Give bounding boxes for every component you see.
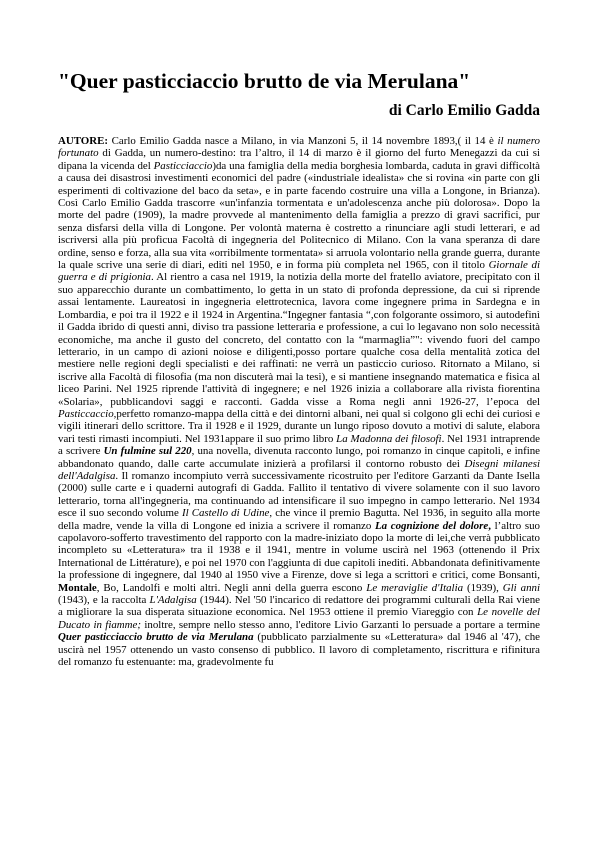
text-run: di Gadda, un numero-destino: tra l’altro, il 14 di marzo è il giorno del furto Menegazzi da cui si dipana la vicenda del — [58, 147, 540, 172]
text-run: (1944). Nel '50 l'incarico di redattore dei programmi culturali della Rai viene a migliorare la sua disperata situazione economica. Nel 1953 ottiene il premio Viareggio con — [58, 594, 540, 619]
bold-text-run: Montale — [58, 581, 97, 594]
biography-paragraph — [58, 135, 540, 668]
text-run: inoltre, sempre nello stesso anno, l'editore Livio Garzanti lo persuade a portare a termine — [141, 618, 540, 631]
bold-italic-text-run: Quer pasticciaccio brutto de via Merulana — [58, 631, 254, 644]
italic-text-run: Le meraviglie d'Italia — [366, 581, 464, 594]
italic-text-run: Disegni milanesi dell'Adalgisa — [58, 457, 540, 482]
bold-italic-text-run: Un fulmine sul 220 — [103, 445, 192, 458]
text-run: , una novella, divenuta racconto lungo, poi romanzo in cinque capitoli, e infine abbandonato quando, dalle carte accumulate inizierà a profilarsi il contorno robusto dei — [58, 445, 541, 470]
text-run: l’altro suo capolavoro-sofferto travestimento del rapporto con la madre-iniziato dopo la morte di lei,che verrà pubblicato incompleto su «Letteratura» tra il 1938 e il 1941, mentre in volume uscirà nel 1963 (ottenendo il Prix International de Littérature), e poi nel 1970 con l'aggiunta di due capitoli inediti. Abbandonata definitivamente la professione di ingegnere, dal 1940 al 1950 vive a Firenze, dove si lega a scrittori e critici, come Bonsanti, — [58, 519, 540, 582]
text-run: )da una famiglia della media borghesia lombarda, caduta in gravi difficoltà a causa dei disastrosi investimenti economici del padre («industriale idealista» che si rovina «in parte con gli esperimenti di coltivazione del baco da seta», e in parte facendo costruire una villa a Longone, in Brianza). Così Carlo Emilio Gadda trascorre «un'infanzia tormentata e un'adolescenza anche più dolorosa». Dopo la morte del padre (1909), la madre provvede al mantenimento della famiglia a prezzo di gravi sacrifici, pur senza disfarsi della villa di Longone. Per volontà materna è costretto a rinunciare agli studi letterari, e ad iscriversi alla più proficua Facoltà di ingegneria del Politecnico di Milano. Con la vana speranza di dare ordine, senso e forza, alla sua vita «orribilmente tormentata» si arruola volontario nella grande guerra, durante la quale scrive una serie di diari, editi nel 1950, e in forma più completa nel 1965, con il titolo — [58, 159, 540, 272]
italic-text-run: il numero fortunato — [58, 135, 540, 160]
italic-text-run: Il Castello di Udine — [181, 507, 270, 520]
document-title: "Quer pasticciaccio brutto de via Merulana" — [58, 69, 471, 93]
text-run: , che vince il premio Bagutta. Nel 1936, in seguito alla morte della madre, vende la villa di Longone ed inizia a scrivere il romanzo — [58, 507, 540, 532]
author-byline: di Carlo Emilio Gadda — [388, 102, 540, 119]
bold-text-run: AUTORE: — [58, 135, 109, 147]
text-run: (1943), e la raccolta — [58, 594, 150, 607]
text-run: . Al rientro a casa nel 1919, la notizia della morte del fratello aviatore, precipitato con il suo apparecchio durante un combattimento, lo getta in un stato di profonda depressione, da cui si riprende assai lentamente. Laureatosi in ingegneria elettrotecnica, lavora come ingegnere prima in Sardegna e in Lombardia, e poi tra il 1922 e il 1924 in Argentina.“Ingegner fantasia “,con folgorante ossimoro, si autodefinì il Gadda ibrido di questi anni, diviso tra passione letteraria e professione, a cui lo legavano non solo necessità economiche, ma anche il gusto del concreto, del contatto con la “marmaglia”": vivendo fuori del campo letterario, in un campo di azioni noiose e diligenti,posso portare qualche cosa della mentalità zotica del mestiere nelle regioni degli specialisti e dei raffinati: ne verrà un pasticcio curioso. Ritornato a Milano, si iscrive alla Facoltà di filosofia (ma non discuterà mai la tesi), e si mantiene insegnando matematica e fisica al liceo Parini. Nel 1925 riprende l'attività di ingegnere; e nel 1926 inizia a collaborare alla rivista fiorentina «Solaria», pubblicandovi saggi e racconti. Gadda visse a Roma negli anni 1926-27, l’epoca del — [58, 271, 540, 408]
text-run: perfetto romanzo-mappa della città e dei dintorni albani, nei qual si colgono gli echi dei curiosi e vigili itinerari dello scrittore. Tra il 1928 e il 1929, durante un lungo riposo dovuto a motivi di salute, elabora vari testi rimasti incompiuti. Nel 1931appare il suo primo libro — [58, 407, 540, 445]
text-run: (pubblicato parzialmente su «Letteratura» dal 1946 al '47), che uscirà nel 1957 ottenendo un vasto consenso di pubblico. Il lavoro di completamento, riscrittura e rifinitura del romanzo fu estenuante: ma, gradevolmente fu — [58, 631, 541, 669]
text-run: , Bo, Landolfi e molti altri. Negli anni della guerra escono — [96, 581, 367, 594]
italic-text-run: Gli anni — [502, 581, 541, 594]
text-run: . Nel 1931 intraprende a scrivere — [58, 432, 540, 458]
italic-text-run: L'Adalgisa — [149, 594, 197, 607]
bold-italic-text-run: La cognizione del dolore — [374, 519, 489, 532]
text-run: Carlo Emilio Gadda nasce a Milano, in via Manzoni 5, il 14 novembre 1893,( il 14 è — [108, 135, 498, 147]
text-run: . Il romanzo incompiuto verrà successivamente ricostruito per l'editore Garzanti da Dante Isella (2000) sulle carte e i quaderni autografi di Gadda. Fallito il tentativo di vivere solamente con il suo lavoro letterario, torna all'ingegneria, ma continuando ad intensificare il suo impegno in campo letterario. Nel 1934 esce il suo secondo volume — [58, 469, 540, 520]
italic-text-run: La Madonna dei filosofi — [336, 432, 442, 445]
text-run: (1939), — [463, 581, 503, 594]
italic-text-run: Pasticcaccio, — [58, 407, 117, 420]
italic-text-run: Le novelle del Ducato in fiamme; — [58, 606, 540, 631]
italic-text-run: Giornale di guerra e di prigionia — [58, 259, 540, 284]
italic-text-run: Pasticciaccio — [153, 159, 213, 172]
bold-text-run: , — [488, 519, 491, 532]
